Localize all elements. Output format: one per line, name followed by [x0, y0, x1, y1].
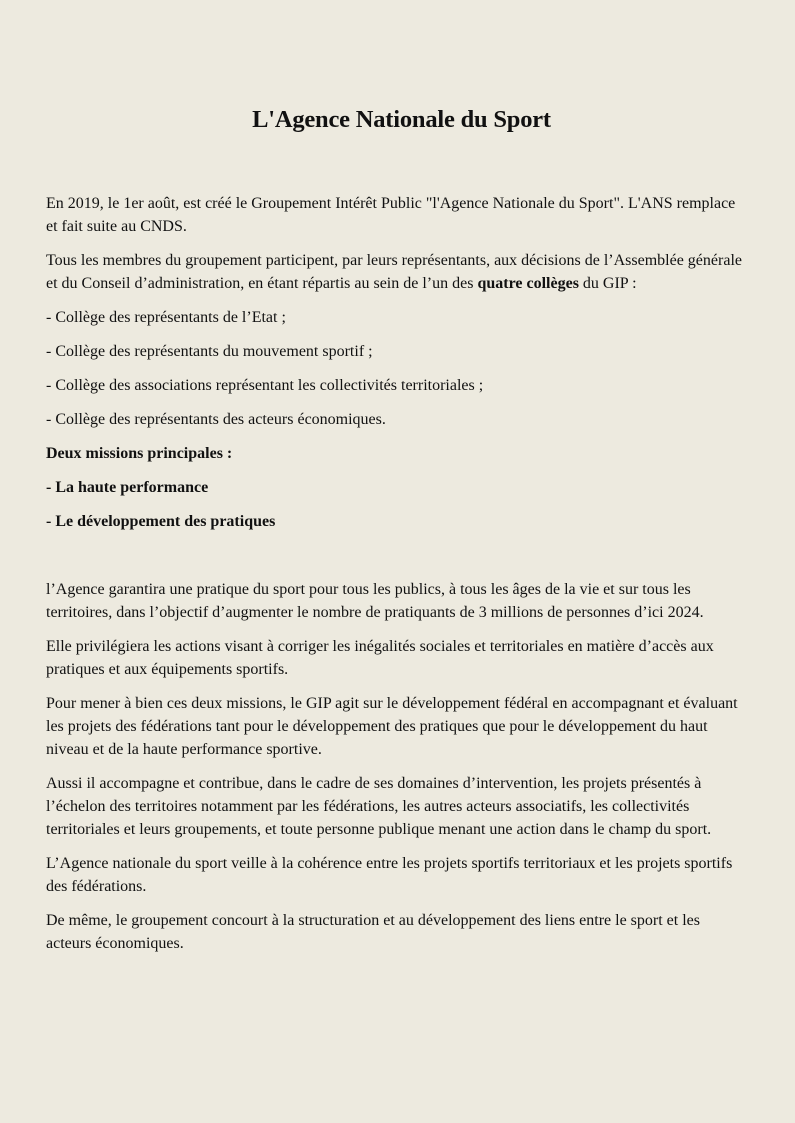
section-spacer — [46, 544, 746, 578]
mission-item-text: - La haute performance — [46, 479, 209, 496]
mission-item-text: - Le développement des pratiques — [46, 513, 276, 530]
page-title: L'Agence Nationale du Sport — [252, 106, 551, 133]
body-paragraph: L’Agence nationale du sport veille à la cohérence entre les projets sportifs territoriaux et les projets sportifs des fédérations. — [46, 855, 733, 895]
missions-heading-text: Deux missions principales : — [46, 445, 233, 462]
members-text-bold: quatre collèges — [477, 275, 579, 292]
college-item: - Collège des représentants de l’Etat ; — [46, 309, 286, 326]
body-paragraph: l’Agence garantira une pratique du sport pour tous les publics, à tous les âges de la vie et sur tous les territoires, dans l’objectif d’augmenter le nombre de pratiquants de 3 millions de personnes d’ici 2024. — [46, 581, 704, 621]
college-item: - Collège des associations représentant les collectivités territoriales ; — [46, 377, 484, 394]
college-item: - Collège des représentants du mouvement sportif ; — [46, 343, 373, 360]
college-item: - Collège des représentants des acteurs économiques. — [46, 411, 386, 428]
missions-heading — [46, 442, 746, 465]
mission-item — [46, 510, 746, 533]
body-paragraph: Pour mener à bien ces deux missions, le GIP agit sur le développement fédéral en accompagnant et évaluant les projets des fédérations tant pour le développement des pratiques que pour le développement du haut niveau et de la haute performance sportive. — [46, 695, 738, 758]
intro-paragraph: En 2019, le 1er août, est créé le Groupement Intérêt Public "l'Agence Nationale du Sport". L'ANS remplace et fait suite au CNDS. — [46, 195, 736, 235]
body-paragraph: Aussi il accompagne et contribue, dans le cadre de ses domaines d’intervention, les projets présentés à l’échelon des territoires notamment par les fédérations, les autres acteurs associatifs, les collectivités territoriales et leurs groupements, et toute personne publique menant une action dans le champ du sport. — [46, 775, 712, 838]
mission-item — [46, 476, 746, 499]
members-text-start: Tous les membres du groupement participent, par leurs représentants, aux décisions de l’Assemblée générale et du Conseil d’administration, en étant répartis au sein de l’un des — [46, 252, 742, 292]
members-paragraph — [46, 249, 746, 295]
document-body — [46, 192, 746, 966]
members-text-end: du GIP : — [578, 275, 637, 292]
body-paragraph: Elle privilégiera les actions visant à corriger les inégalités sociales et territoriales en matière d’accès aux pratiques et aux équipements sportifs. — [46, 638, 714, 678]
body-paragraph: De même, le groupement concourt à la structuration et au développement des liens entre le sport et les acteurs économiques. — [46, 912, 700, 952]
